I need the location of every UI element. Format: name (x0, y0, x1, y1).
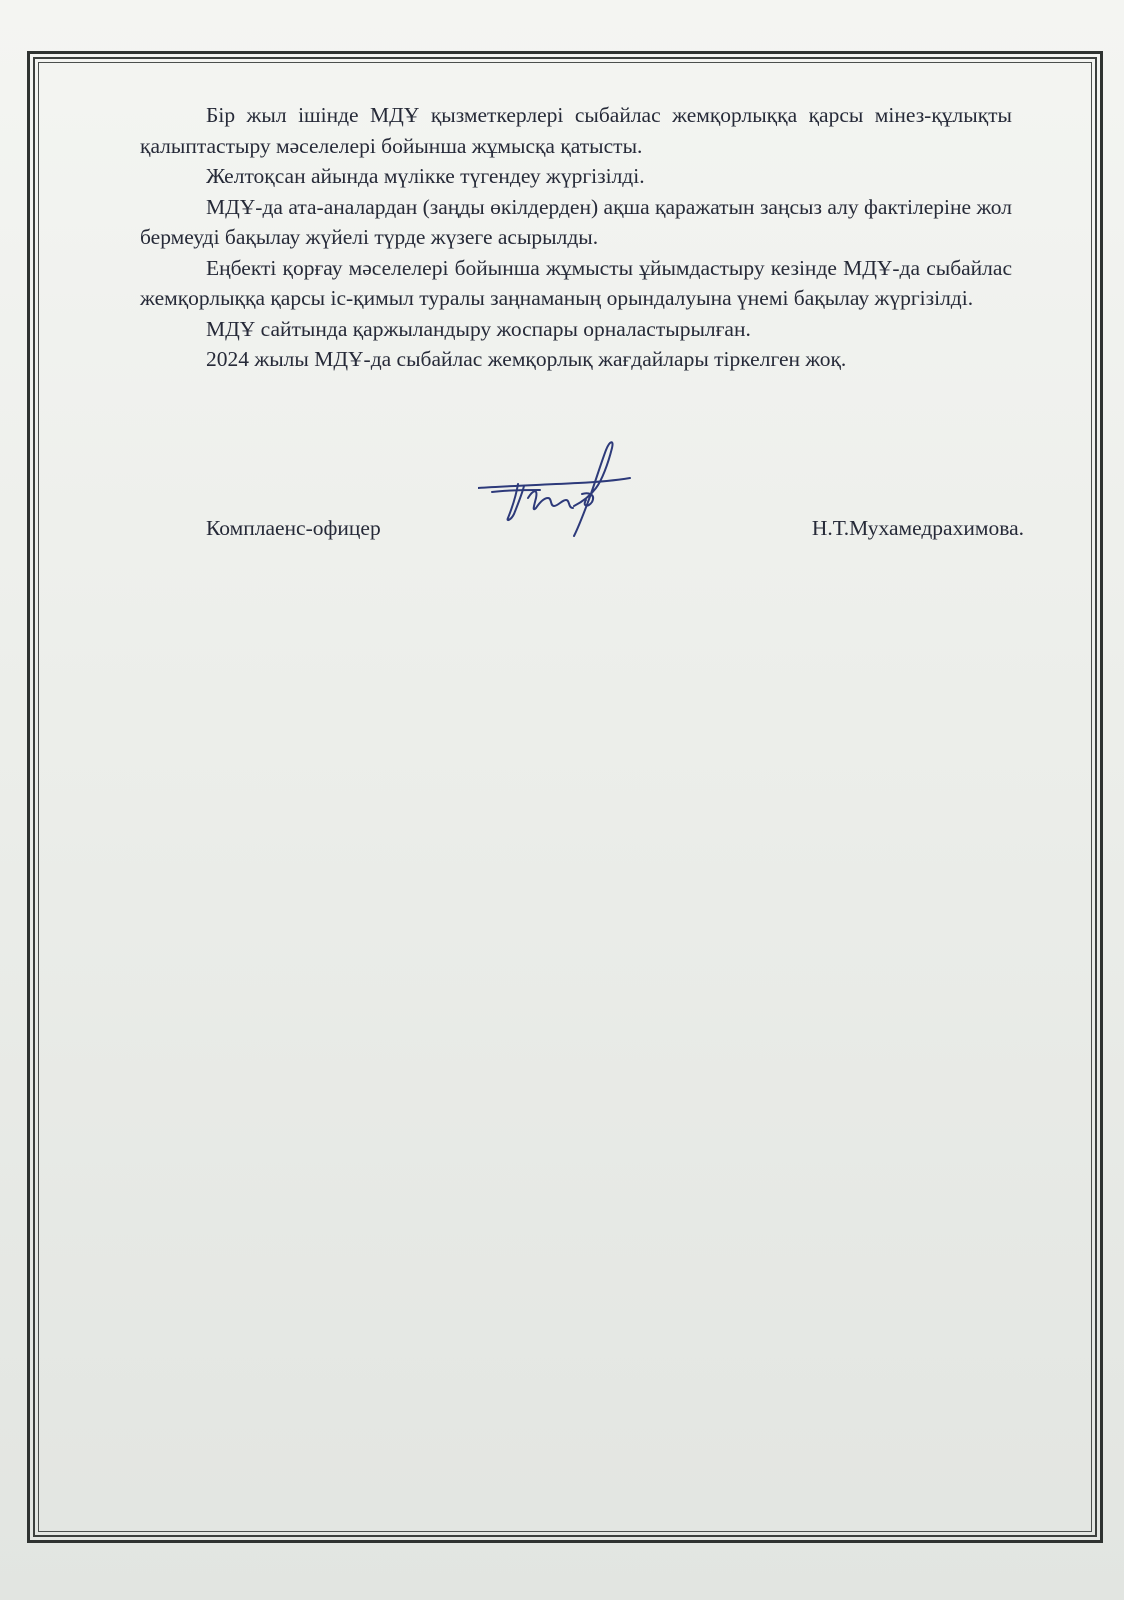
paragraph-funding-plan: МДҰ сайтында қаржыландыру жоспары орналастырылған. (206, 316, 751, 341)
paragraph-no-cases: 2024 жылы МДҰ-да сыбайлас жемқорлық жағдайлары тіркелген жоқ. (206, 347, 847, 371)
paragraph-anticorruption-behavior: Бір жыл ішінде МДҰ қызметкерлері сыбайлас жемқорлыққа қарсы мінез-құлықты қалыптастыру мәселелері бойынша жұмысқа қатысты. (140, 103, 1012, 158)
paragraph-parent-funds-control: МДҰ-да ата-аналардан (заңды өкілдерден) ақша қаражатын заңсыз алу фактілеріне жол бермеуді бақылау жүйелі түрде жүзеге асырылды. (140, 194, 1012, 249)
signatory-name: Н.Т.Мухамедрахимова. (811, 516, 1024, 540)
signature-block (206, 516, 1024, 556)
signatory-role: Комплаенс-офицер (206, 516, 381, 540)
document-body (140, 100, 1012, 375)
paragraph-labor-protection: Еңбекті қорғау мәселелері бойынша жұмысты ұйымдастыру кезінде МДҰ-да сыбайлас жемқорлыққа қарсы іс-қимыл туралы заңнаманың орындалуына үнемі бақылау жүргізілді. (140, 255, 1012, 310)
paragraph-inventory: Желтоқсан айында мүлікке түгендеу жүргізілді. (206, 164, 645, 188)
